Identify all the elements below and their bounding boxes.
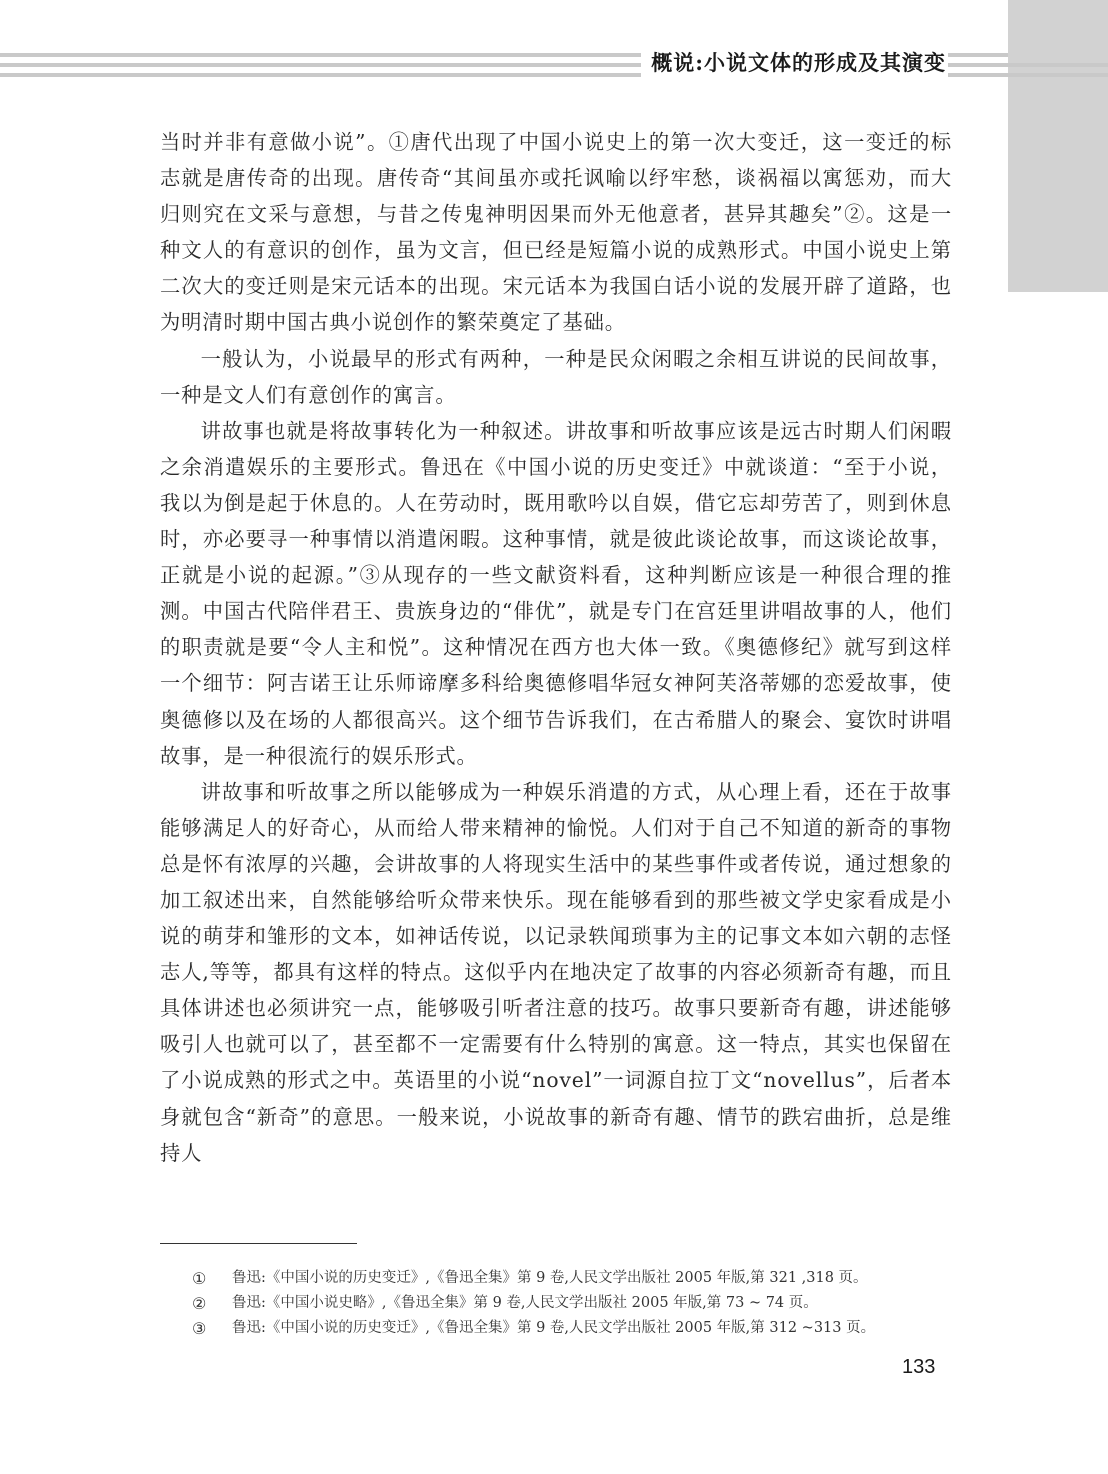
body-text [160, 124, 952, 1171]
section-tab [1008, 0, 1108, 292]
paragraph: 一般认为，小说最早的形式有两种，一种是民众闲暇之余相互讲说的民间故事，一种是文人们有意创作的寓言。 [160, 346, 952, 407]
footnote-text: 鲁迅:《中国小说的历史变迁》,《鲁迅全集》第 9 卷,人民文学出版社 2005 年版,第 312 ~313 页。 [232, 1320, 876, 1336]
footnote-text: 鲁迅:《中国小说史略》,《鲁迅全集》第 9 卷,人民文学出版社 2005 年版,第 73 ~ 74 页。 [232, 1295, 818, 1311]
footnote-text: 鲁迅:《中国小说的历史变迁》,《鲁迅全集》第 9 卷,人民文学出版社 2005 年版,第 321 ,318 页。 [232, 1270, 868, 1286]
running-header: 概说:小说文体的形成及其演变 [641, 47, 948, 77]
footnotes [160, 1266, 960, 1341]
footnote-mark: ③ [192, 1319, 207, 1338]
paragraph: 讲故事和听故事之所以能够成为一种娱乐消遣的方式，从心理上看，还在于故事能够满足人的好奇心，从而给人带来精神的愉悦。人们对于自己不知道的新奇的事物总是怀有浓厚的兴趣，会讲故事的人将现实生活中的某些事件或者传说，通过想象的加工叙述出来，自然能够给听众带来快乐。现在能够看到的那些被文学史家看成是小说的萌芽和雏形的文本，如神话传说，以记录轶闻琐事为主的记事文本如六朝的志怪志人,等等，都具有这样的特点。这似乎内在地决定了故事的内容必须新奇有趣，而且具体讲述也必须讲究一点，能够吸引听者注意的技巧。故事只要新奇有趣，讲述能够吸引人也就可以了，甚至都不一定需要有什么特别的寓意。这一特点，其实也保留在了小说成熟的形式之中。英语里的小说“novel”一词源自拉丁文“novellus”，后者本身就包含“新奇”的意思。一般来说，小说故事的新奇有趣、情节的跌宕曲折，总是维持人 [160, 779, 952, 1165]
page-number: 133 [902, 1356, 936, 1378]
footnote-mark: ① [192, 1269, 207, 1288]
footnote-mark: ② [192, 1294, 207, 1313]
footnote [160, 1316, 960, 1341]
footnote-divider [160, 1243, 357, 1244]
paragraph: 讲故事也就是将故事转化为一种叙述。讲故事和听故事应该是远古时期人们闲暇之余消遣娱乐的主要形式。鲁迅在《中国小说的历史变迁》中就谈道：“至于小说，我以为倒是起于休息的。人在劳动时，既用歌吟以自娱，借它忘却劳苦了，则到休息时，亦必要寻一种事情以消遣闲暇。这种事情，就是彼此谈论故事，而这谈论故事，正就是小说的起源。”③从现存的一些文献资料看，这种判断应该是一种很合理的推测。中国古代陪伴君王、贵族身边的“俳优”，就是专门在宫廷里讲唱故事的人，他们的职责就是要“令人主和悦”。这种情况在西方也大体一致。《奥德修纪》就写到这样一个细节：阿吉诺王让乐师谛摩多科给奥德修唱华冠女神阿芙洛蒂娜的恋爱故事，使奥德修以及在场的人都很高兴。这个细节告诉我们，在古希腊人的聚会、宴饮时讲唱故事，是一种很流行的娱乐形式。 [160, 418, 952, 768]
paragraph: 当时并非有意做小说”。①唐代出现了中国小说史上的第一次大变迁，这一变迁的标志就是唐传奇的出现。唐传奇“其间虽亦或托讽喻以纾牢愁，谈祸福以寓惩劝，而大归则究在文采与意想，与昔之传鬼神明因果而外无他意者，甚异其趣矣”②。这是一种文人的有意识的创作，虽为文言，但已经是短篇小说的成熟形式。中国小说史上第二次大的变迁则是宋元话本的出现。宋元话本为我国白话小说的发展开辟了道路，也为明清时期中国古典小说创作的繁荣奠定了基础。 [160, 130, 952, 335]
footnote [160, 1266, 960, 1291]
footnote [160, 1291, 960, 1316]
